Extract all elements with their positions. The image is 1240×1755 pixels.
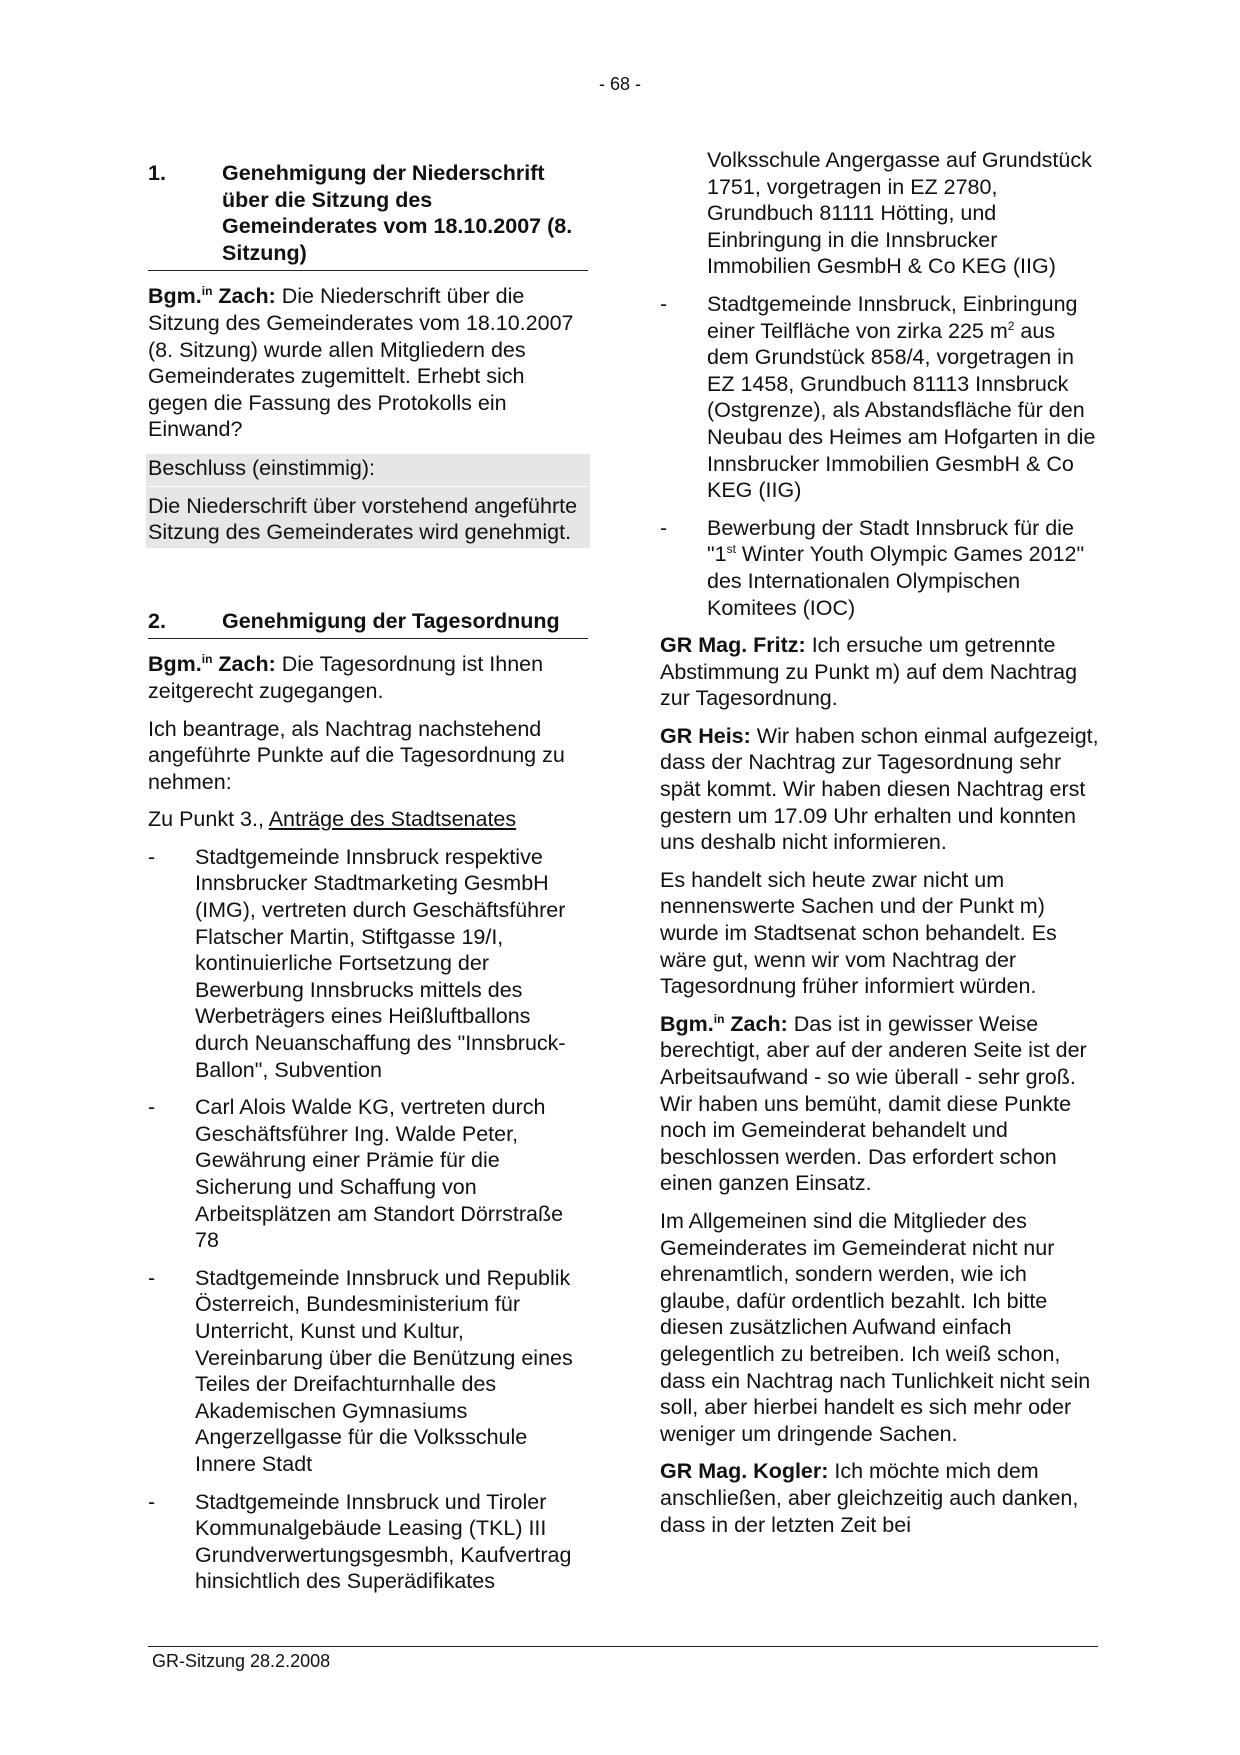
section-1-number: 1. (148, 161, 166, 185)
section-1-title: Genehmigung der Niederschrift über die Sitzung des Gemeinderates vom 18.10.2007 (8. Sitzung) (222, 161, 573, 265)
speaker-label: Bgm.$^{in}$ Zach: (148, 652, 276, 677)
section-2-heading (148, 608, 588, 640)
speaker-label: GR Mag. Fritz: (660, 633, 806, 658)
footer-text: GR-Sitzung 28.2.2008 (152, 1651, 331, 1671)
statement-zach-continued: Im Allgemeinen sind die Mitglieder des Gemeinderates im Gemeinderat nicht nur ehrenamtlich, sondern werden, wie ich glaube, dafür ordentlich bezahlt. Ich bitte diesen zusätzlichen Aufwand einfach gelegentlich zu betreiben. Ich weiß schon, dass ein Nachtrag nach Tunlichkeit nicht sein soll, aber hierbei handelt es sich mehr oder weniger um dringende Sachen. (660, 1208, 1091, 1446)
list-item: - Stadtgemeinde Innsbruck und Tiroler Kommunalgebäude Leasing (TKL) III Grundverwertungsgesmbh, Kaufvertrag hinsichtlich des Superädifikates (148, 1489, 588, 1595)
list-item: - Stadtgemeinde Innsbruck respektive Innsbrucker Stadtmarketing GesmbH (IMG), vertreten durch Geschäftsführer Flatscher Martin, Stiftgasse 19/I, kontinuierliche Fortsetzung der Bewerbung Innsbrucks mittels des Werbeträgers eines Heißluftballons durch Neuanschaffung des "Innsbruck-Ballon", Subvention (148, 844, 588, 1083)
section-1-heading (148, 160, 588, 271)
list-item: - Stadtgemeinde Innsbruck, Einbringung einer Teilfläche von zirka 225 $m^2$ aus dem Grundstück 858/4, vorgetragen in EZ 1458, Grundbuch 81113 Innsbruck (Ostgrenze), als Abstandsfläche für den Neubau des Heimes am Hofgarten in die Innsbrucker Immobilien GesmbH & Co KEG (IIG) (660, 291, 1100, 504)
list-item-text: Stadtgemeinde Innsbruck respektive Innsbrucker Stadtmarketing GesmbH (IMG), vertreten durch Geschäftsführer Flatscher Martin, Stiftgasse 19/I, kontinuierliche Fortsetzung der Bewerbung Innsbrucks mittels des Werbeträgers eines Heißluftballons durch Neuanschaffung des "Innsbruck-Ballon", Subvention (195, 844, 566, 1082)
list-item-continuation: Volksschule Angergasse auf Grundstück 1751, vorgetragen in EZ 2780, Grundbuch 81111 Hötting, und Einbringung in die Innsbrucker Immobilien GesmbH & Co KEG (IIG) (707, 148, 1092, 279)
speaker-label: Bgm.$^{in}$ Zach: (660, 1011, 788, 1036)
section-2-request: Ich beantrage, als Nachtrag nachstehend angeführte Punkte auf die Tagesordnung zu nehmen: (148, 716, 565, 794)
footer-divider (148, 1646, 1098, 1647)
statement-fritz: GR Mag. Fritz: Ich ersuche um getrennte Abstimmung zu Punkt m) auf dem Nachtrag zur Tagesordnung. (660, 633, 1078, 711)
section-2-title: Genehmigung der Tagesordnung (222, 608, 560, 633)
left-column (148, 160, 588, 1606)
list-item-text: Stadtgemeinde Innsbruck und Republik Österreich, Bundesministerium für Unterricht, Kunst und Kultur, Vereinbarung über die Benützung eines Teiles der Dreifachturnhalle des Akademischen Gymnasiums Angerzellgasse für die Volksschule Innere Stadt (195, 1265, 573, 1476)
statement-kogler: GR Mag. Kogler: Ich möchte mich dem anschließen, aber gleichzeitig auch danken, dass in der letzten Zeit bei (660, 1459, 1079, 1537)
list-item: - Carl Alois Walde KG, vertreten durch Geschäftsführer Ing. Walde Peter, Gewährung einer Prämie für die Sicherung und Schaffung von Arbeitsplätzen am Standort Dörrstraße 78 (148, 1094, 588, 1254)
zu-punkt-line: Zu Punkt 3., Anträge des Stadtsenates (148, 807, 517, 832)
resolution-title: Beschluss (einstimmig): (148, 454, 588, 487)
section-1-statement: Bgm.$^{in}$ Zach: Die Niederschrift über die Sitzung des Gemeinderates vom 18.10.2007 (8. Sitzung) wurde allen Mitgliedern des Gemeinderates zugemittelt. Erhebt sich gegen die Fassung des Protokolls ein Einwand? (148, 284, 574, 442)
list-item-text: Carl Alois Walde KG, vertreten durch Geschäftsführer Ing. Walde Peter, Gewährung einer Prämie für die Sicherung und Schaffung von Arbeitsplätzen am Standort Dörrstraße 78 (195, 1095, 564, 1253)
right-column (660, 147, 1100, 1549)
speaker-label: Bgm.$^{in}$ Zach: (148, 284, 276, 309)
list-item-text: Bewerbung der Stadt Innsbruck für die "1st Winter Youth Olympic Games 2012" des Internationalen Olympischen Komitees (IOC) (707, 515, 1085, 620)
zu-punkt-underlined: Anträge des Stadtsenates (268, 807, 517, 832)
list-item-text: Stadtgemeinde Innsbruck und Tiroler Kommunalgebäude Leasing (TKL) III Grundverwertungsgesmbh, Kaufvertrag hinsichtlich des Superädifikates (195, 1489, 572, 1594)
statement-heis-continued: Es handelt sich heute zwar nicht um nennenswerte Sachen und der Punkt m) wurde im Stadtsenat schon behandelt. Es wäre gut, wenn wir vom Nachtrag der Tagesordnung früher informiert würden. (660, 867, 1057, 999)
list-item: - Bewerbung der Stadt Innsbruck für die "1st Winter Youth Olympic Games 2012" des Internationalen Olympischen Komitees (IOC) (660, 515, 1100, 621)
section-2-number: 2. (148, 608, 166, 633)
list-item: - Stadtgemeinde Innsbruck und Republik Österreich, Bundesministerium für Unterricht, Kunst und Kultur, Vereinbarung über die Benützung eines Teiles der Dreifachturnhalle des Akademischen Gymnasiums Angerzellgasse für die Volksschule Innere Stadt (148, 1265, 588, 1478)
section-2-statement: Bgm.$^{in}$ Zach: Die Tagesordnung ist Ihnen zeitgerecht zugegangen. (148, 652, 544, 703)
speaker-label: GR Heis: (660, 723, 751, 748)
list-item-text: Stadtgemeinde Innsbruck, Einbringung einer Teilfläche von zirka 225 $m^2$ aus dem Grundstück 858/4, vorgetragen in EZ 1458, Grundbuch 81113 Innsbruck (Ostgrenze), als Abstandsfläche für den Neubau des Heimes am Hofgarten in die Innsbrucker Immobilien GesmbH & Co KEG (IIG) (707, 291, 1096, 503)
speaker-label: GR Mag. Kogler: (660, 1459, 829, 1484)
statement-heis: GR Heis: Wir haben schon einmal aufgezeigt, dass der Nachtrag zur Tagesordnung sehr spät kommt. Wir haben diesen Nachtrag erst gestern um 17.09 Uhr erhalten und konnten uns deshalb nicht informieren. (660, 723, 1099, 855)
resolution-box (146, 454, 590, 548)
resolution-text: Die Niederschrift über vorstehend angeführte Sitzung des Gemeinderates wird genehmigt. (148, 493, 578, 545)
page-number: - 68 - (598, 74, 641, 94)
statement-zach: Bgm.$^{in}$ Zach: Das ist in gewisser Weise berechtigt, aber auf der anderen Seite ist der Arbeitsaufwand - so wie überall - sehr groß. Wir haben uns bemüht, damit diese Punkte noch im Gemeinderat behandelt und beschlossen werden. Das erfordert schon einen ganzen Einsatz. (660, 1011, 1087, 1196)
